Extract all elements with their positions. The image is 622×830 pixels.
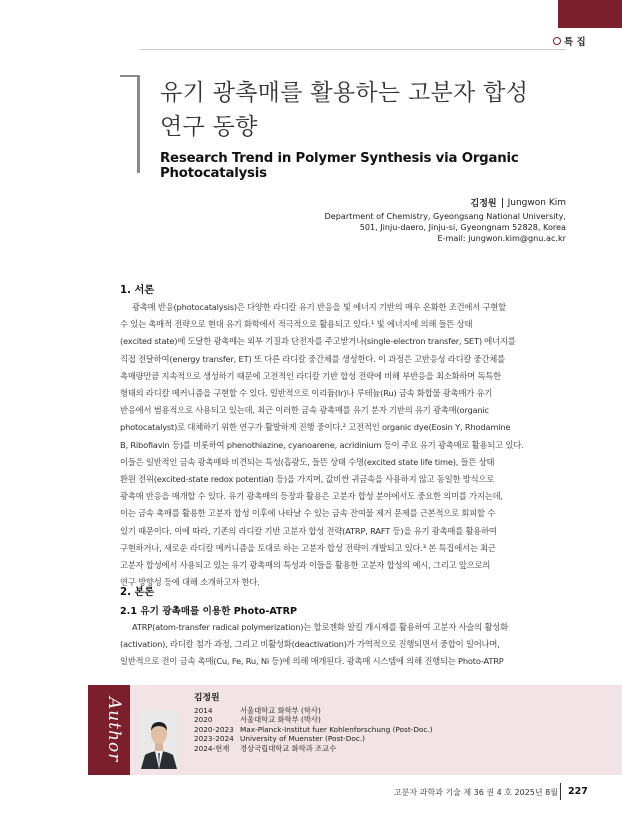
affiliation-line: Department of Chemistry, Gyeongsang National University,: [324, 211, 566, 221]
history-row: [194, 725, 433, 734]
text-line: ATRP(atom-transfer radical polymerization)는 할로젠화 알킬 개시제를 활용하여 고분자 사슬의 활성화: [132, 622, 508, 632]
text-line: photocatalyst)로 대체하기 위한 연구가 활발하게 진행 중이다.² 고전적인 organic dye(Eosin Y, Rhodamine: [120, 422, 511, 433]
text-line: 이는 금속 촉매를 활용한 고분자 합성 이후에 나타날 수 있는 금속 잔여물 제거 문제를 근본적으로 회피할 수: [120, 508, 496, 519]
history-desc: 서울대학교 화학부 (박사): [240, 715, 321, 725]
title-line-1: 유기 광촉매를 활용하는 고분자 합성: [160, 80, 529, 106]
intro-paragraph: [120, 299, 568, 591]
author-label: Author: [104, 697, 124, 763]
section-tag-label: 특 집: [564, 37, 586, 48]
text-line: 촉매량만큼 지속적으로 생성하기 때문에 고전적인 라디칼 기반 합성 전략에 비해 부반응을 최소화하며 독특한: [120, 370, 501, 381]
text-line: (activation), 라디칼 첨가 과정, 그리고 비활성화(deactivation)가 가역적으로 진행되면서 중합이 일어나며,: [120, 639, 500, 650]
text-line: 광촉매 반응을 매개할 수 있다. 유기 광촉매의 등장과 활용은 고분자 합성 분야에서도 중요한 의미를 가지는데,: [120, 491, 503, 502]
author-affiliation: [325, 211, 566, 244]
footer-divider: [560, 783, 561, 800]
author-name-korean: 김정원: [470, 199, 497, 209]
body-paragraph: [120, 619, 568, 671]
text-line: 수 있는 촉매적 전략으로 현대 유기 화학에서 적극적으로 활용되고 있다.¹ 빛 에너지에 의해 들뜬 상태: [120, 319, 473, 330]
text-line: 일반적으로 전이 금속 촉매(Cu, Fe, Ru, Ni 등)에 의해 매개된다. 광촉매 시스템에 의해 진행되는 Photo-ATRP: [120, 656, 504, 667]
author-byline: [471, 196, 566, 209]
text-line: 있기 때문이다. 이에 따라, 기존의 라디칼 기반 고분자 합성 전략(ATRP, RAFT 등)을 유기 광촉매를 활용하여: [120, 525, 497, 536]
history-row: [194, 744, 433, 753]
history-year: 2020: [194, 715, 213, 725]
history-year: 2014: [194, 706, 213, 715]
history-desc: 경상국립대학교 화학과 조교수: [240, 743, 337, 753]
journal-footer: 고분자 과학과 기술 제 36 권 4 호 2025년 8월: [393, 788, 558, 797]
subsection-heading: 2.1 유기 광촉매를 이용한 Photo-ATRP: [120, 606, 298, 617]
corner-tab: [558, 0, 622, 28]
portrait-image: [139, 711, 179, 769]
text-line: (excited state)에 도달한 광촉매는 외부 기질과 단전자를 주고받거나(single-electron transfer, SET) 에너지를: [120, 336, 516, 347]
text-line: 이들은 일반적인 금속 광촉매와 비견되는 특성(흡광도, 들뜬 상태 수명(excited state life time), 들뜬 상태: [120, 456, 495, 467]
affiliation-email: E-mail: jungwon.kim@gnu.ac.kr: [437, 233, 566, 243]
text-line: B, Riboflavin 등)를 비롯하여 phenothiazine, cyanoarene, acridinium 등이 주요 유기 광촉매로 활용되고 있다.: [120, 439, 524, 450]
text-line: 광촉매 반응(photocatalysis)은 다양한 라디칼 유기 반응을 빛 에너지 기반의 매우 온화한 조건에서 구현할: [132, 302, 506, 312]
top-rule: [140, 49, 566, 50]
author-history: [194, 706, 433, 753]
article-title-korean: [160, 76, 580, 144]
text-line: 구현하거나, 새로운 라디칼 메커니즘을 토대로 하는 고분자 합성 전략이 개발되고 있다.³ 본 특집에서는 최근: [120, 542, 496, 553]
history-desc: 서울대학교 화학부 (학사): [240, 706, 321, 715]
text-line: 환원 전위(excited-state redox potential) 등)을 가지며, 값비싼 귀금속을 사용하지 않고 동일한 방식으로: [120, 474, 495, 485]
author-photo: [139, 711, 179, 769]
section-heading-intro: 1. 서론: [120, 285, 155, 296]
history-year: 2020-2023: [194, 724, 234, 734]
author-profile-name: 김정원: [194, 693, 220, 703]
title-line-2: 연구 동향: [160, 114, 258, 140]
history-year: 2023-2024: [194, 734, 234, 744]
section-heading-body: 2. 본론: [120, 587, 155, 598]
history-row: [194, 734, 433, 743]
affiliation-line: 501, Jinju-daero, Jinju-si, Gyeongnam 52828, Korea: [359, 222, 566, 232]
history-year: 2024-현재: [194, 743, 230, 753]
text-line: 고분자 합성에서 사용되고 있는 유기 광촉매의 특성과 이들을 활용한 고분자 합성의 예시, 그리고 앞으로의: [120, 560, 491, 571]
article-title-english: Research Trend in Polymer Synthesis via Organic Photocatalysis: [160, 151, 519, 181]
author-name-english: Jungwon Kim: [507, 197, 566, 208]
history-desc: Max-Planck-Institut fuer Kohlenforschung (Post-Doc.): [240, 724, 433, 734]
byline-divider: [502, 198, 503, 208]
history-row: [194, 706, 433, 715]
bullet-icon: [553, 37, 561, 45]
text-line: 반응에서 범용적으로 사용되고 있는데, 최근 이러한 금속 광촉매를 유기 분자 기반의 유기 광촉매(organic: [120, 405, 489, 416]
page-number: 227: [568, 786, 588, 797]
history-row: [194, 715, 433, 724]
history-desc: University of Muenster (Post-Doc.): [240, 734, 365, 744]
title-accent-vertical: [137, 76, 140, 173]
section-tag: [553, 34, 586, 48]
text-line: 형태의 라디칼 메커니즘을 구현할 수 있다. 일반적으로 이리듐(Ir)나 루테늄(Ru) 금속 화합물 광촉매가 유기: [120, 388, 493, 399]
text-line: 연구 방향성 등에 대해 소개하고자 한다.: [120, 577, 260, 588]
text-line: 직접 전달하여(energy transfer, ET) 또 다른 라디칼 중간체를 생성한다. 이 과정은 고반응성 라디칼 중간체를: [120, 353, 505, 364]
